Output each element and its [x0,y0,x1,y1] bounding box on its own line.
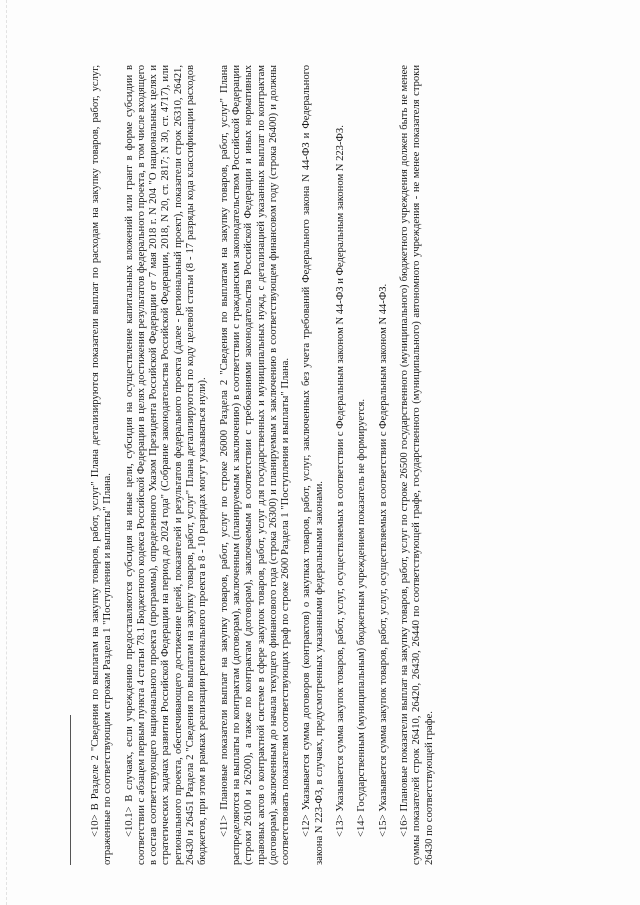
footnote-14: <14> Государственным (муниципальным) бюджетным учреждением показатель не формируется. [356,398,368,837]
footnote-10: <10> В Разделе 2 "Сведения по выплатам на закупку товаров, работ, услуг" Плана детализируются показатели выплат по расходам на закупку товаров, работ, услуг, отраженные по соответствующим строкам Раздела 1 "Поступления и выплаты" Плана. [90,65,114,865]
footnote-16: <16> Плановые показатели выплат на закупку товаров, работ, услуг по строке 26500 государственного (муниципального) бюджетного учреждения должен быть не менее суммы показателей строк 26410, 26420, 26430, 26440 по соответствующей графе, государственного (муниципального) автономного учреждения - не менее показателя строки 26430 по соответствующей графе. [398,65,435,865]
footnote-13: <13> Указывается сумма закупок товаров, работ, услуг, осуществляемых в соответствии с Федеральным законом N 44-ФЗ и Федеральным законом N 223-ФЗ. [335,125,347,837]
footnote-10-1: <10.1> В случаях, если учреждению предоставляются субсидия на иные цели, субсидия на осуществление капитальных вложений или грант в форме субсидии в соответствии с абзацем первым пункта 4 статьи 78.1 Бюджетного кодекса Российской Федерации в целях достижения результатов федерального проекта, в том числе входящего в состав соответствующего национального проекта (программы), определенного Указом Президента Российской Федерации от 7 мая 2018 г. N 204 "О национальных целях и стратегических задачах развития Российской Федерации на период до 2024 года" (Собрание законодательства Российской Федерации, 2018, N 20, ст. 2817; N 30, ст. 4717), или регионального проекта, обеспечивающего достижение целей, показателей и результатов федерального проекта (далее - региональный проект), показатели строк 26310, 26421, 26430 и 26451 Раздела 2 "Сведения по выплатам на закупку товаров, работ, услуг" Плана детализируются по коду целевой статьи (8 - 17 разряды кода классификации расходов бюджетов, при этом в рамках реализации регионального проекта в 8 - 10 разрядах могут указываться нули). [123,65,209,865]
footnote-15: <15> Указывается сумма закупок товаров, работ, услуг, осуществляемых в соответствии с Федеральным законом N 44-ФЗ. [377,283,389,837]
footnotes-section [90,65,445,865]
footnote-separator-rule [70,715,71,865]
footnote-11: <11> Плановые показатели выплат на закупку товаров, работ, услуг по строке 26000 Раздела 2 "Сведения по выплатам на закупку товаров, работ, услуг" Плана распределяются на выплаты по контрактам (договорам), заключенным (планируемым к заключению) в соответствии с гражданским законодательством Российской Федерации (строки 26100 и 26200), а также по контрактам (договорам), заключаемым в соответствии с требованиями законодательства Российской Федерации и иных нормативных правовых актов о контрактной системе в сфере закупок товаров, работ, услуг для государственных и муниципальных нужд, с детализацией указанных выплат по контрактам (договорам), заключенным до начала текущего финансового года (строка 26300) и планируемым к заключению в соответствующем финансовом году (строка 26400) и должны соответствовать показателям соответствующих граф по строке 2600 Раздела 1 "Поступления и выплаты" Плана. [218,65,292,865]
footnote-12: <12> Указывается сумма договоров (контрактов) о закупках товаров, работ, услуг, заключенных без учета требований Федерального закона N 44-ФЗ и Федерального закона N 223-ФЗ, в случаях, предусмотренных указанными федеральными законами. [301,65,325,865]
